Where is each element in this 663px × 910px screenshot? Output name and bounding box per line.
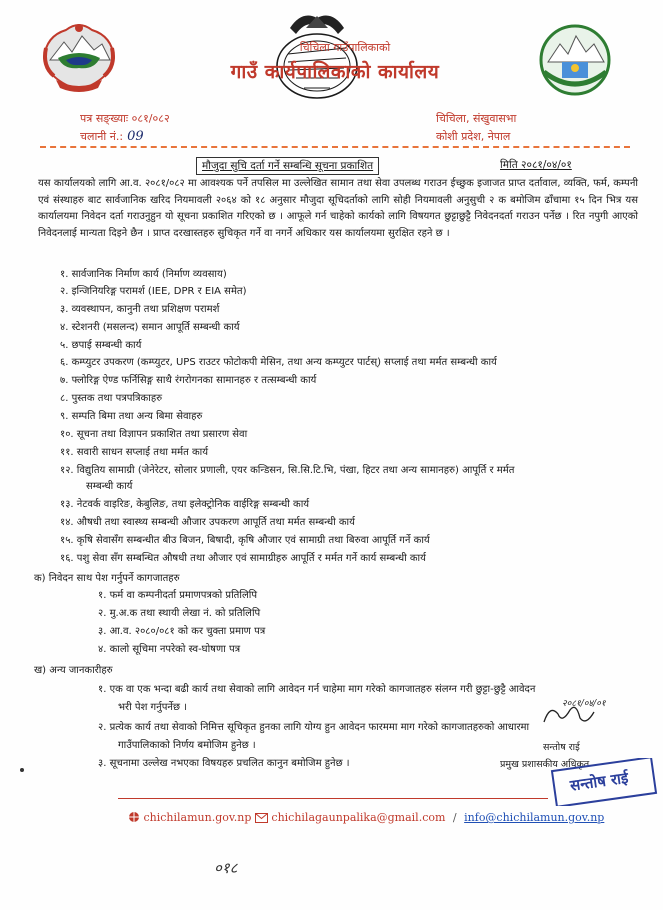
signature-date: २०८१/०४/०१ bbox=[562, 699, 606, 709]
scan-mark bbox=[20, 768, 24, 772]
section-kha-item-continuation: गाउँपालिकाको निर्णय बमोजिम हुनेछ । bbox=[118, 740, 256, 751]
website-link[interactable]: chichilamun.gov.np bbox=[143, 811, 252, 824]
office-seal-stamp bbox=[272, 8, 362, 104]
list-item: १६. पशु सेवा सँग सम्बन्धित औषधी तथा औजार एवं सामाग्रीहरु आपूर्ति र मर्मत गर्ने कार्य सम्बन्धी कार्य bbox=[60, 553, 426, 564]
section-kha-item: २. प्रत्येक कार्य तथा सेवाको निमित्त सूचिकृत हुनका लागि योग्य हुन आवेदन फारममा माग गरेको कागजातहरुको आधारमा bbox=[98, 722, 530, 733]
list-item-continuation: सम्बन्धी कार्य bbox=[86, 481, 133, 492]
signature-block bbox=[500, 690, 650, 800]
notice-intro-paragraph: यस कार्यालयको लागि आ.व. २०८१/०८२ मा आवश्यक पर्ने तपसिल मा उल्लेखित सामान तथा सेवा उपलब्ध गराउन ईच्छुक इजाजत प्राप्त दर्तावाल, व्यक्ति, फर्म, कम्पनी एवं संस्थाहरु बाट सार्वजानिक खरिद नियमावली २०६४ को १८ अनुसार मौजुदा सूचिदर्ताको लागि सोही नियमावली अनुसुची २ क बमोजिम ढाँचामा १५ दिन भित्र यस कार्यालयमा निवेदन दर्ता गराउनुहुन यो सूचना प्रकाशित गरिएको छ । आफूले गर्न चाहेको कार्यको लागि विषयगत छुट्टाछुट्टै निवेदनदर्ता गराउन पर्नेछ । रित नपुगी आएको निवेदनलाई मान्यता दिइने छैन । प्राप्त दरखास्तहरु सुचिकृत गर्ने वा नगर्ने अधिकार यस कार्यालयमा सुरक्षित रहने छ । bbox=[38, 178, 638, 239]
list-item: १३. नेटवर्क वाइरिङ, केबुलिङ, तथा इलेक्ट्रोनिक वाईरिङ्ग सम्बन्धी कार्य bbox=[60, 499, 310, 510]
list-item: १२. विद्युतिय सामाग्री (जेनेरेटर, सोलार प्रणाली, एयर कन्डिसन, सि.सि.टि.भि, पंखा, हिटर तथा अन्य सामानहरु) आपूर्ति र मर्मत bbox=[60, 465, 515, 476]
section-ka-item: १. फर्म वा कम्पनीदर्ता प्रमाणपत्रको प्रतिलिपि bbox=[98, 590, 258, 601]
list-item: १४. औषधी तथा स्वास्थ्य सम्बन्धी औजार उपकरण आपूर्ति तथा मर्मत सम्बन्धी कार्य bbox=[60, 517, 355, 528]
list-item: ९. सम्पति बिमा तथा अन्य बिमा सेवाहरु bbox=[60, 411, 203, 422]
list-item: ५. छपाई सम्बन्धी कार्य bbox=[60, 340, 142, 351]
signatory-name: सन्तोष राई bbox=[543, 742, 580, 753]
address-block bbox=[436, 110, 516, 146]
patra-sankhya: पत्र सङ्ख्याः ०८१/०८२ bbox=[80, 112, 170, 125]
handwritten-note: ०१८ bbox=[214, 859, 238, 877]
section-kha-item: १. एक वा एक भन्दा बढी कार्य तथा सेवाको लागि आवेदन गर्न चाहेमा माग गरेको कागजातहरु संलग्न गरी छुट्टा-छुट्टै आवेदन bbox=[98, 684, 536, 695]
footer-contacts: chichilamun.gov.np chichilagaunpalika@gmail.com / info@chichilamun.gov.np bbox=[128, 811, 604, 826]
section-kha-item: ३. सूचनामा उल्लेख नभएका विषयहरु प्रचलित कानुन बमोजिम हुनेछ । bbox=[98, 758, 350, 769]
chalani-value: 09 bbox=[127, 129, 144, 144]
email-link[interactable]: chichilagaunpalika@gmail.com bbox=[271, 811, 446, 824]
mail-icon bbox=[255, 813, 268, 826]
globe-icon bbox=[128, 811, 140, 826]
signatory-designation: प्रमुख प्रशासकीय अधिकृत bbox=[500, 759, 590, 770]
info-email-link[interactable]: info@chichilamun.gov.np bbox=[464, 811, 605, 824]
header-divider bbox=[40, 146, 630, 148]
list-item: २. इन्जिनियरिङ्ग परामर्श (IEE, DPR र EIA समेत) bbox=[60, 286, 247, 297]
list-item: १०. सूचना तथा विज्ञापन प्रकाशित तथा प्रसारण सेवा bbox=[60, 429, 248, 440]
notice-title: मौजुदा सुचि दर्ता गर्ने सम्बन्धि सूचना प्रकाशित bbox=[196, 157, 379, 175]
municipality-logo bbox=[534, 22, 616, 96]
section-kha-item-continuation: भरी पेश गर्नुपर्नेछ । bbox=[118, 702, 187, 713]
list-item: ४. स्टेशनरी (मसलन्द) समान आपूर्ति सम्बन्धी कार्य bbox=[60, 322, 240, 333]
list-item: ३. व्यवस्थापन, कानुनी तथा प्रशिक्षण परामर्श bbox=[60, 304, 220, 315]
list-item: १५. कृषि सेवासँग सम्बन्धीत बीउ बिजन, बिषादी, कृषि औजार एवं सामाग्री तथा बिरुवा आपूर्ति गर्ने कार्य bbox=[60, 535, 430, 546]
address-line-2: कोशी प्रदेश, नेपाल bbox=[436, 130, 511, 143]
office-title: गाउँ कार्यपालिकाको कार्यालय bbox=[230, 61, 440, 83]
list-item: ८. पुस्तक तथा पत्रपत्रिकाहरु bbox=[60, 393, 163, 404]
chalani-number bbox=[80, 128, 170, 146]
section-kha-heading: ख) अन्य जानकारीहरु bbox=[34, 665, 113, 676]
list-item: १. सार्वजानिक निर्माण कार्य (निर्माण व्यवसाय) bbox=[60, 269, 227, 280]
list-item: ११. सवारी साधन सप्लाई तथा मर्मत कार्य bbox=[60, 447, 209, 458]
footer-divider bbox=[118, 798, 548, 799]
nepal-emblem-logo bbox=[36, 18, 122, 96]
official-stamp bbox=[548, 758, 660, 806]
section-ka-heading: क) निवेदन साथ पेश गर्नुपर्ने कागजातहरु bbox=[34, 573, 180, 584]
notice-date: मिति २०८१/०४/०१ bbox=[500, 159, 572, 171]
section-ka-item: ३. आ.व. २०८०/०८१ को कर चुक्ता प्रमाण पत्र bbox=[98, 626, 266, 637]
list-item: ७. फ्लोरिङ्ग ऐण्ड फर्निसिङ्ग साथै रंगरोगनका सामानहरु र तत्सम्बन्धी कार्य bbox=[60, 375, 317, 386]
list-item: ६. कम्प्युटर उपकरण (कम्प्युटर, UPS राउटर फोटोकपी मेसिन, तथा अन्य कम्प्युटर पार्टस्) सप्लाई तथा मर्मत सम्बन्धी कार्य bbox=[60, 357, 497, 368]
reference-block bbox=[80, 110, 170, 146]
office-top-line: चिचिला गाउँपालिकाको bbox=[299, 41, 391, 54]
svg-text:सन्तोष राई: सन्तोष राई bbox=[568, 768, 630, 795]
section-ka-item: २. मु.अ.क तथा स्थायी लेखा नं. को प्रतिलिपि bbox=[98, 608, 261, 619]
chalani-label: चलानी नं.: bbox=[80, 130, 124, 143]
address-line-1: चिचिला, संखुवासभा bbox=[436, 112, 517, 125]
section-ka-item: ४. कालो सूचिमा नपरेको स्व-घोषणा पत्र bbox=[98, 644, 241, 655]
